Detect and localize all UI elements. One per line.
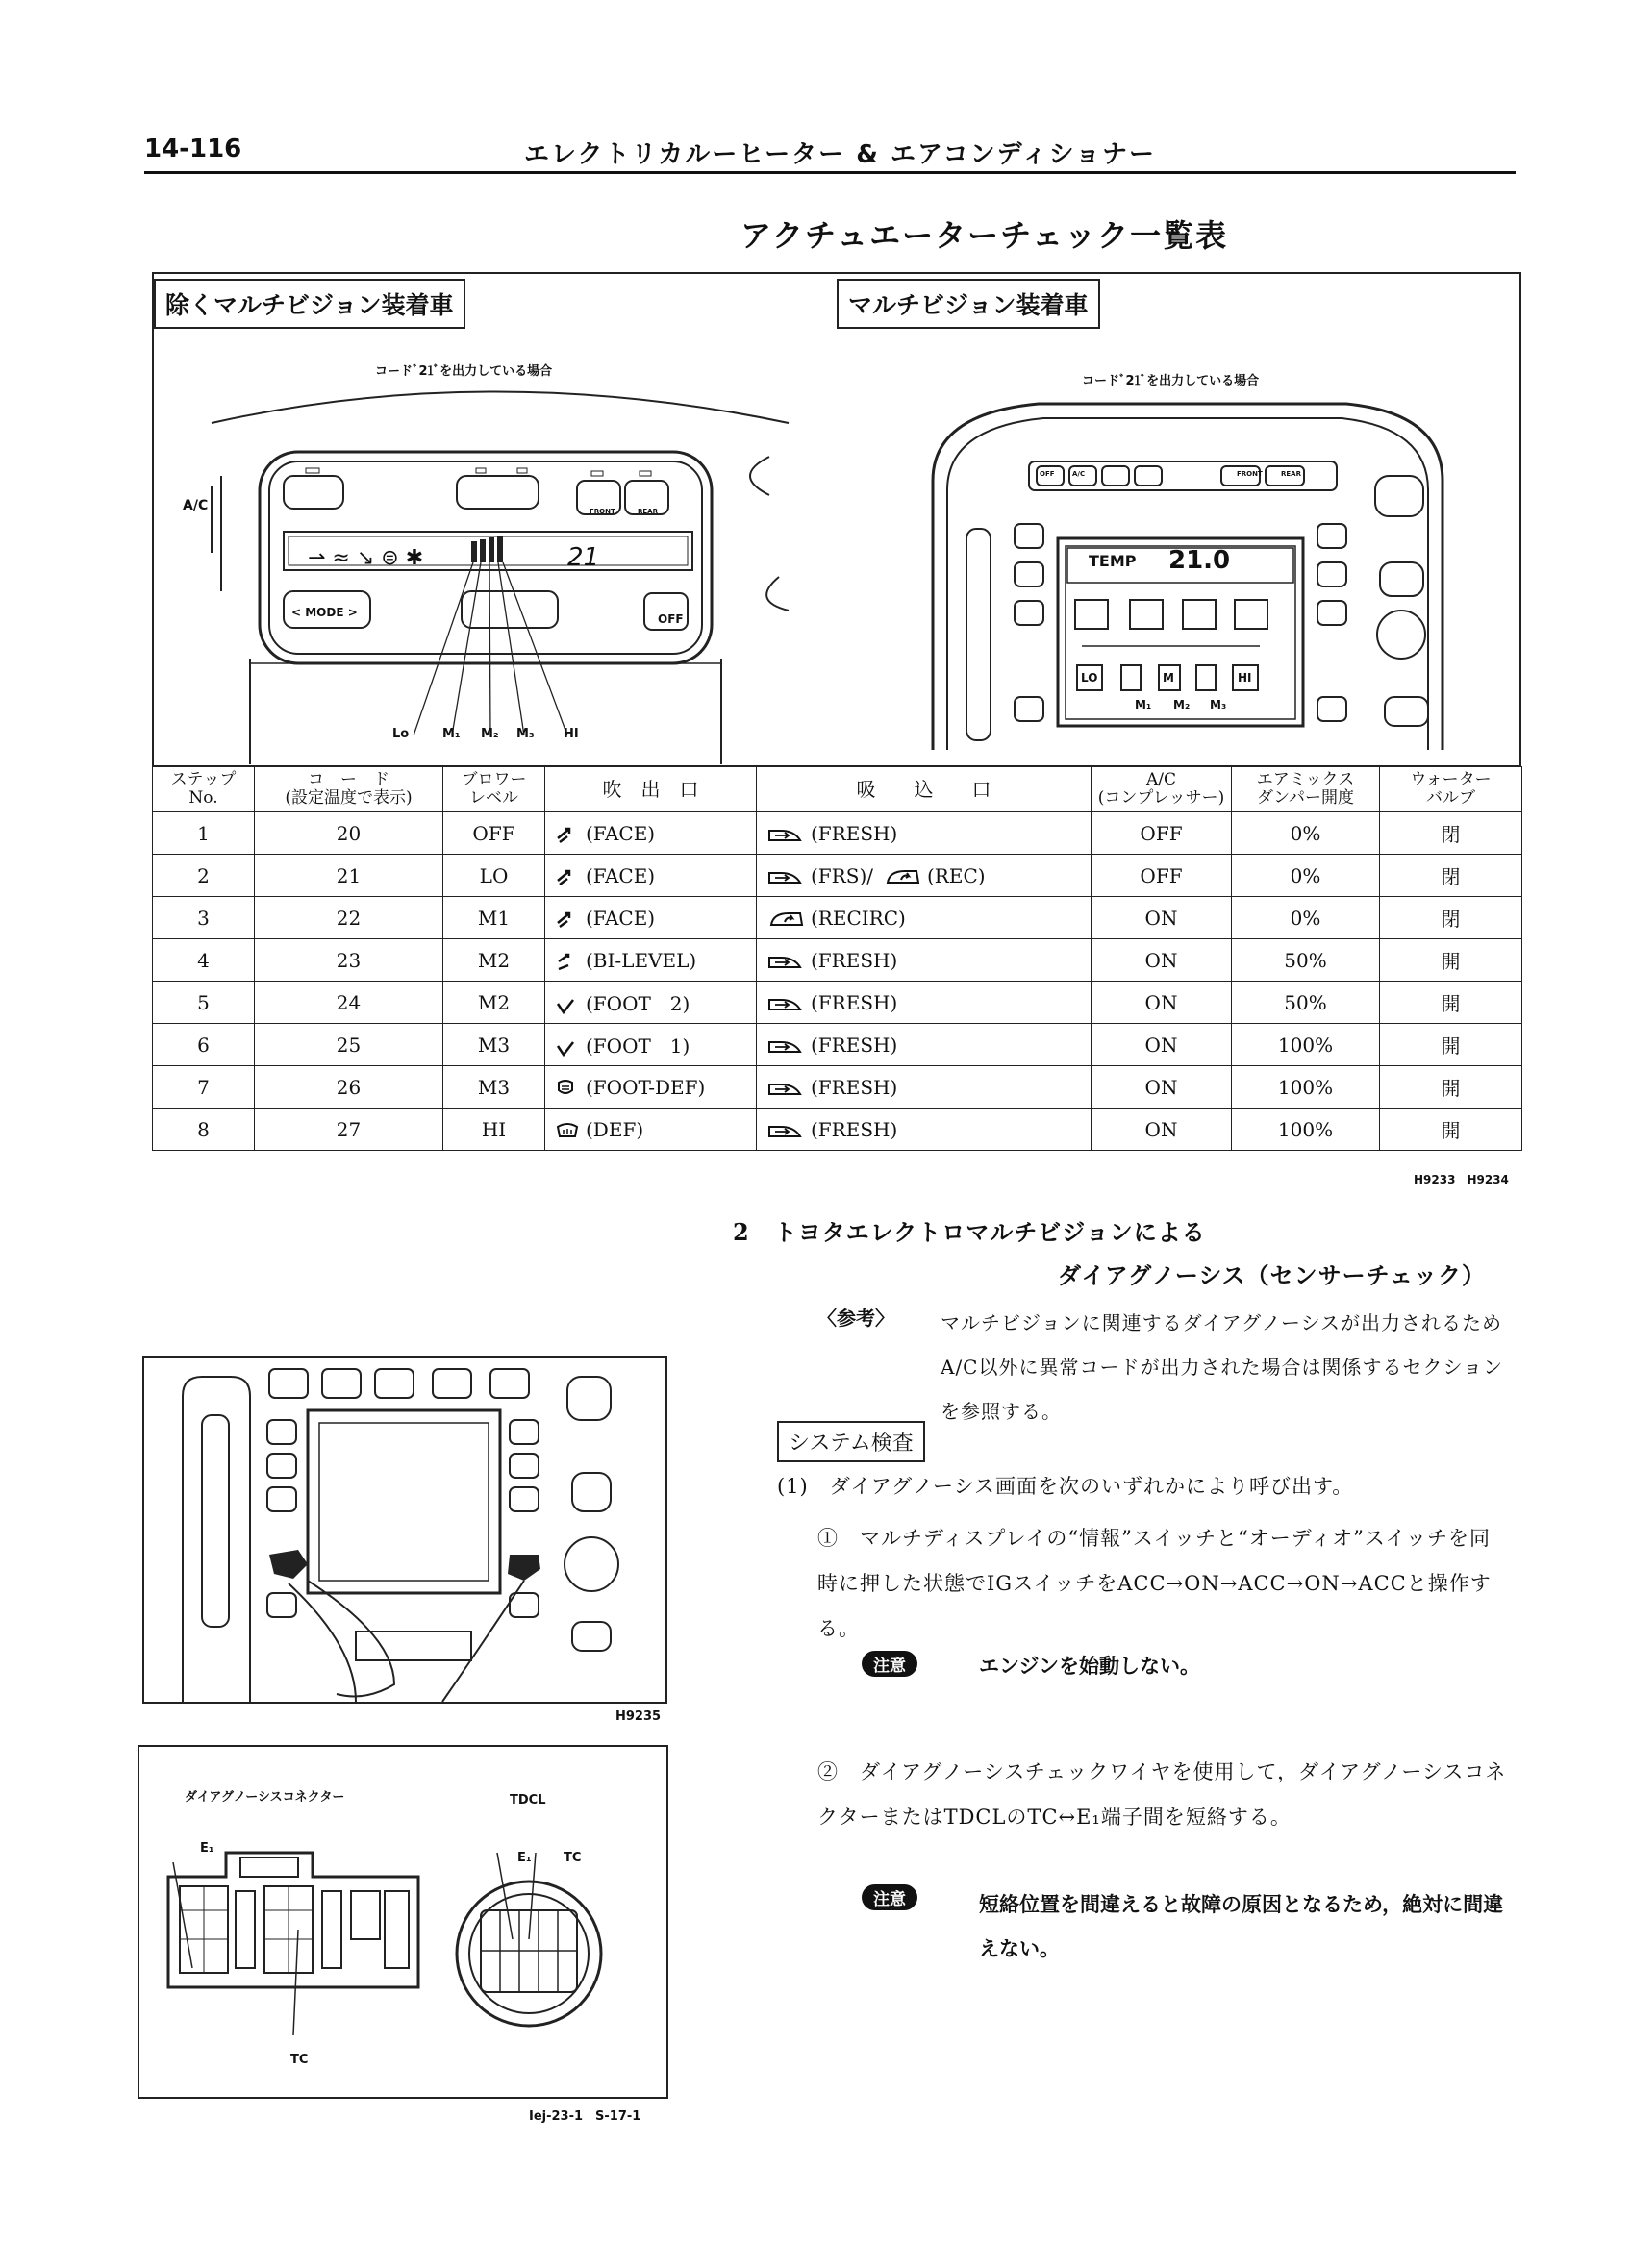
blower-label-m2: M₂ [481,727,499,741]
front-button-label: FRONT [590,508,615,515]
front-button-label-right: FRONT [1237,470,1263,478]
blower-cell [443,1024,545,1066]
inlet-cell [757,1024,1092,1066]
code-cell-text: 24 [336,990,362,1014]
multivision-hands-drawing [144,1358,665,1702]
valve-cell [1380,939,1522,982]
airmix-cell [1232,1024,1380,1066]
valve-cell [1380,1066,1522,1109]
valve-cell-text: 開 [1441,1034,1461,1058]
code-cell [255,855,443,897]
valve-cell [1380,1024,1522,1066]
inlet-cell [757,1109,1092,1151]
inlet-cell-text: (FRESH) [811,1117,898,1141]
blower-cell [443,1109,545,1151]
step-1b: ② ダイアグノーシスチェックワイヤを使用して，ダイアグノーシスコネクターまたはTDCLのTC↔E₁端子間を短絡する。 [817,1760,1507,1829]
inlet-cell-text: (FRS)/ [811,863,873,887]
outlet-cell-icon [555,1034,586,1058]
valve-cell-text: 開 [1441,992,1461,1015]
airmix-cell [1232,812,1380,855]
ac-cell-text: OFF [1140,863,1183,887]
table-row [153,1024,1522,1066]
inlet-cell-text: (FRESH) [811,990,898,1014]
outlet-cell-icon [555,992,586,1015]
ac-cell-text: ON [1144,990,1178,1014]
connector-title: ダイアグノーシスコネクター [185,1790,345,1805]
blower-cell-text: M2 [477,948,511,972]
outlet-cell [545,939,757,982]
blower-cell [443,1066,545,1109]
table-row [153,897,1522,939]
inlet-cell-icon [766,907,811,930]
valve-cell [1380,982,1522,1024]
ac-cell-text: ON [1144,948,1178,972]
blower-cell-text: OFF [472,821,515,845]
panel-label-left: 除くマルチビジョン装着車 [154,279,465,329]
ac-cell-text: OFF [1140,821,1183,845]
table-row [153,1066,1522,1109]
ac-button-label-right: A/C [1072,470,1086,478]
inlet-cell-icon [766,949,811,972]
inlet-cell [757,812,1092,855]
step-1: (1) ダイアグノーシス画面を次のいずれかにより呼び出す。 [777,1475,1354,1498]
blower-cell [443,939,545,982]
code-cell [255,812,443,855]
valve-cell [1380,812,1522,855]
code-cell-text: 26 [336,1075,362,1099]
inlet-cell [757,939,1092,982]
outlet-cell-text: (DEF) [586,1117,644,1141]
outlet-cell-text: (FOOT 1) [586,1034,690,1058]
header-inlet: 吸 込 口 [757,767,1092,812]
airmix-cell-text: 0% [1290,821,1321,845]
ac-cell [1092,1109,1232,1151]
table-row [153,982,1522,1024]
code-cell [255,1024,443,1066]
rear-button-label: REAR [638,508,658,515]
valve-cell-text: 開 [1441,1119,1461,1142]
valve-cell-text: 開 [1441,950,1461,973]
inlet-cell-text: (FRESH) [811,821,898,845]
outlet-cell-text: (FOOT-DEF) [586,1075,706,1099]
outlet-cell-icon [555,907,586,930]
code-cell [255,897,443,939]
blower-cell-text: M1 [477,906,511,930]
outlet-cell-text: (FACE) [586,821,656,845]
inlet-cell [757,1066,1092,1109]
code-cell [255,939,443,982]
multivision-illustration-box [142,1356,667,1704]
e1-label-right: E₁ [517,1851,532,1865]
ac-cell-text: ON [1144,1075,1178,1099]
blower-cell-text: LO [479,863,509,887]
table-row [153,855,1522,897]
outlet-cell [545,855,757,897]
outlet-cell-text: (FACE) [586,863,656,887]
outlet-cell-icon [555,949,586,972]
ac-cell [1092,939,1232,982]
code-cell-text: 21 [336,863,362,887]
valve-cell-text: 閉 [1441,865,1461,888]
page-number: 14-116 [144,135,242,163]
outlet-cell [545,982,757,1024]
actuator-check-table [152,766,1522,1151]
section2-heading-line2: ダイアグノーシス（センサーチェック） [1058,1261,1486,1289]
table-row [153,1109,1522,1151]
inlet-cell [757,897,1092,939]
connector-figure-code: Iej-23-1 S-17-1 [529,2109,641,2124]
ac-cell [1092,1024,1232,1066]
code-cell-text: 23 [336,948,362,972]
airmix-cell [1232,1109,1380,1151]
table-header-row [153,767,1522,812]
inlet-cell-text: (FRESH) [811,948,898,972]
step-cell [153,939,255,982]
step-cell-text: 5 [197,990,210,1014]
airmix-cell-text: 100% [1277,1075,1334,1099]
outlet-cell-icon [555,1118,586,1141]
caution-text-2: 短絡位置を間違えると故障の原因となるため，絶対に間違えない。 [979,1892,1504,1960]
reference-text: マルチビジョンに関連するダイアグノーシスが出力されるためA/C以外に異常コードが出力された場合は関係するセクションを参照する。 [941,1311,1504,1423]
blower-cell-text: M3 [477,1033,511,1057]
section-title: アクチュエーターチェック一覧表 [740,217,1229,254]
inlet-cell-text: (FRESH) [811,1033,898,1057]
valve-cell-text: 閉 [1441,908,1461,931]
airmix-cell [1232,897,1380,939]
blower-cell [443,897,545,939]
inlet-cell [757,855,1092,897]
temp-label: TEMP [1089,552,1137,570]
outlet-mode-icons: ⇀ ≈ ↘ ⊜ ✱ [308,546,424,570]
header-code: コ ー ド (設定温度で表示) [255,767,443,812]
outlet-cell [545,1066,757,1109]
blower-cell [443,855,545,897]
outlet-cell-icon [555,864,586,887]
outlet-cell [545,1024,757,1066]
airmix-cell-text: 100% [1277,1117,1334,1141]
off-button-label-right: OFF [1040,470,1055,478]
blower-label-m1: M₁ [442,727,461,741]
caution-text-1: エンジンを始動しない。 [979,1654,1200,1678]
header-outlet: 吹 出 口 [545,767,757,812]
valve-cell [1380,897,1522,939]
blower-cell [443,812,545,855]
valve-cell [1380,855,1522,897]
step-cell-text: 4 [197,948,210,972]
valve-cell [1380,1109,1522,1151]
inlet-cell-icon [766,1034,811,1057]
caption-right: コードﾞ21ﾞを出力している場合 [1082,374,1260,388]
caution-badge-1: 注意 [862,1651,917,1677]
blower-cell-text: M2 [477,990,511,1014]
step-cell-text: 3 [197,906,210,930]
step-cell [153,812,255,855]
ac-cell-text: ON [1144,1117,1178,1141]
caution-badge-2: 注意 [862,1884,917,1910]
inlet-cell [757,982,1092,1024]
valve-cell-text: 閉 [1441,823,1461,846]
step-1a: ① マルチディスプレイの“情報”スイッチと“オーディオ”スイッチを同時に押した状態でIGスイッチをACC→ON→ACC→ON→ACCと操作する。 [817,1527,1492,1640]
header-ac: A/C (コンプレッサー) [1092,767,1232,812]
airmix-cell [1232,1066,1380,1109]
outlet-cell [545,897,757,939]
table-row [153,939,1522,982]
ac-cell [1092,812,1232,855]
blower-label-m3: M₃ [516,727,535,741]
ac-cell [1092,855,1232,897]
blower-label-right-m1: M₁ [1135,698,1152,711]
outlet-cell-text: (FOOT 2) [586,992,690,1015]
code-cell-text: 20 [336,821,362,845]
table-body [153,812,1522,1151]
airmix-cell-text: 50% [1284,990,1327,1014]
ac-button-label: A/C [183,498,209,513]
step-cell [153,1109,255,1151]
step-cell-text: 7 [197,1075,210,1099]
header-valve: ウォーター バルブ [1380,767,1522,812]
inlet-cell-icon [766,1076,811,1099]
reference-label: 〈参考〉 [817,1307,894,1330]
section2-heading-line1: 2 トヨタエレクトロマルチビジョンによる [733,1218,1206,1246]
blower-label-right-m2: M₂ [1173,698,1191,711]
off-button-label: OFF [658,612,684,626]
airmix-cell [1232,982,1380,1024]
step-cell [153,1066,255,1109]
code-cell [255,982,443,1024]
blower-cell-text: M3 [477,1075,511,1099]
rear-button-label-right: REAR [1281,470,1301,478]
airmix-cell-text: 0% [1290,906,1321,930]
airmix-cell [1232,855,1380,897]
blower-cell-text: HI [481,1117,507,1141]
photo-figure-code: H9235 [615,1709,662,1724]
mode-button-label: < MODE > [291,606,358,619]
step-cell-text: 2 [197,863,210,887]
airmix-cell-text: 50% [1284,948,1327,972]
inlet-cell-text2: (REC) [926,863,986,887]
recirc-icon [883,864,927,887]
blower-cell [443,982,545,1024]
step-cell [153,1024,255,1066]
outlet-cell-text: (BI-LEVEL) [586,948,697,972]
code-cell-text: 27 [336,1117,362,1141]
step-cell [153,982,255,1024]
header-step: ステップ No. [153,767,255,812]
ac-cell-text: ON [1144,906,1178,930]
inlet-cell-text: (RECIRC) [811,906,906,930]
valve-cell-text: 開 [1441,1077,1461,1100]
step-cell [153,855,255,897]
tc-label-right: TC [564,1851,582,1865]
table-row [153,812,1522,855]
ac-cell [1092,982,1232,1024]
m-button-label-right: M [1163,671,1174,685]
outlet-cell-icon [555,1076,586,1099]
temp-value: 21.0 [1168,546,1231,575]
blower-label-lo: Lo [392,727,410,741]
display-value: 21 [567,543,600,572]
tc-label-left: TC [290,2053,309,2067]
code-cell [255,1109,443,1151]
ac-cell [1092,1066,1232,1109]
code-cell [255,1066,443,1109]
caption-left: コードﾞ21ﾞを出力している場合 [375,364,553,379]
step-cell-text: 6 [197,1033,210,1057]
system-check-label: システム検査 [777,1421,925,1462]
header-blower: ブロワー レベル [443,767,545,812]
code-cell-text: 25 [336,1033,362,1057]
outlet-cell [545,1109,757,1151]
e1-label-left: E₁ [200,1841,214,1856]
tdcl-label: TDCL [510,1793,546,1807]
outlet-cell-text: (FACE) [586,906,656,930]
outlet-cell [545,812,757,855]
airmix-cell-text: 0% [1290,863,1321,887]
inlet-cell-icon [766,864,811,887]
code-cell-text: 22 [336,906,362,930]
header-airmix: エアミックス ダンパー開度 [1232,767,1380,812]
header-rule [144,171,1516,174]
airmix-cell-text: 100% [1277,1033,1334,1057]
inlet-cell-icon [766,991,811,1014]
inlet-cell-text: (FRESH) [811,1075,898,1099]
blower-label-right-m3: M₃ [1210,698,1227,711]
inlet-cell-icon [766,1118,811,1141]
header-title: エレクトリカルーヒーター & エアコンディショナー [524,140,1157,169]
panel-label-right: マルチビジョン装着車 [837,279,1100,329]
left-control-panel-drawing [154,380,827,764]
ac-cell-text: ON [1144,1033,1178,1057]
step-cell-text: 1 [197,821,210,845]
step-cell [153,897,255,939]
lo-button-label-right: LO [1081,671,1098,685]
figure-code: H9233 H9234 [1414,1173,1509,1186]
step-cell-text: 8 [197,1117,210,1141]
ac-cell [1092,897,1232,939]
outlet-cell-icon [555,822,586,845]
blower-label-hi: HI [564,727,579,741]
airmix-cell [1232,939,1380,982]
hi-button-label-right: HI [1238,671,1252,685]
inlet-cell-icon [766,822,811,845]
